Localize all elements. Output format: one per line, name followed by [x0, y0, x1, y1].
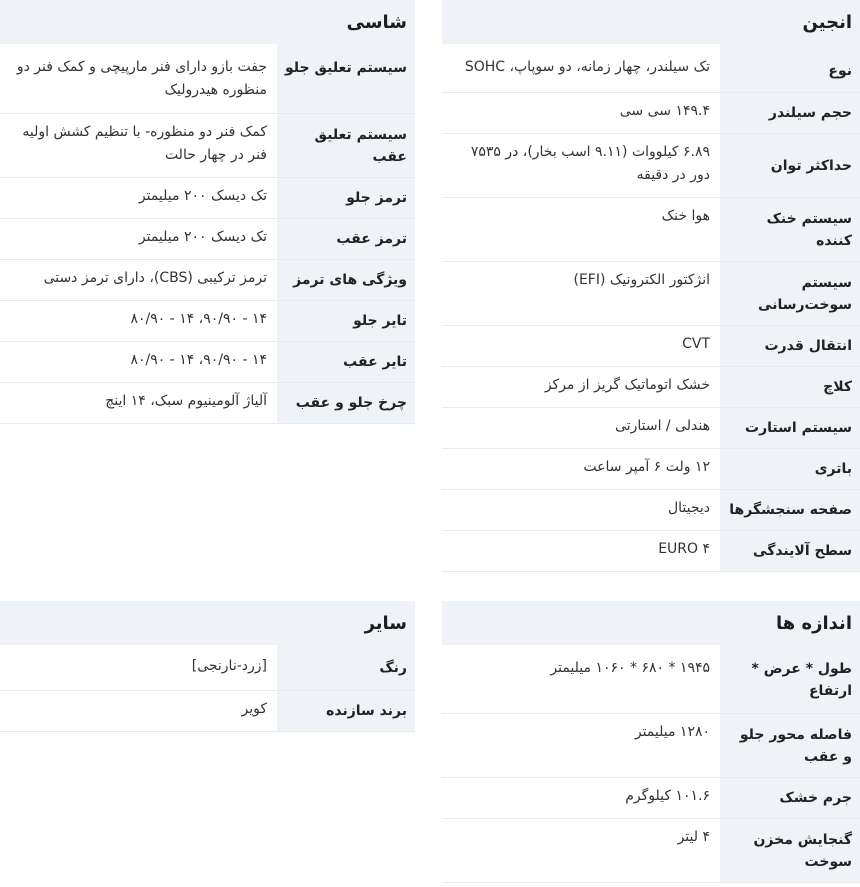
- spec-label: سیستم استارت: [720, 408, 860, 448]
- table-row: [442, 449, 860, 490]
- spec-label: صفحه سنجشگرها: [720, 490, 860, 530]
- other-title: سایر: [0, 601, 415, 645]
- table-row: [442, 819, 860, 883]
- table-row: [442, 408, 860, 449]
- table-row: [442, 93, 860, 134]
- table-row: [0, 260, 415, 301]
- spec-value: جفت بازو دارای فنر مارپیچی و کمک فنر دو منظوره هیدرولیک: [16, 59, 267, 98]
- spec-label: چرخ جلو و عقب: [277, 383, 415, 423]
- spec-value: [زرد-نارنجی]: [191, 658, 267, 674]
- spec-value: تک دیسک ۲۰۰ میلیمتر: [138, 229, 267, 245]
- spec-value: کمک فنر دو منظوره- با تنظیم کشش اولیه فنر در چهار حالت: [22, 124, 267, 163]
- spec-label: سیستم تعلیق عقب: [277, 114, 415, 177]
- table-row: [0, 301, 415, 342]
- spec-label: فاصله محور جلو و عقب: [720, 714, 860, 777]
- spec-label: طول * عرض * ارتفاع: [720, 645, 860, 713]
- spec-label: سیستم سوخت‌رسانی: [720, 262, 860, 325]
- spec-value: ۱۰۱.۶ کیلوگرم: [625, 788, 710, 804]
- other-section: [0, 601, 415, 732]
- spec-value: هوا خنک: [661, 208, 710, 224]
- spec-value: ۴ لیتر: [677, 829, 710, 845]
- spec-value: ۱۲ ولت ۶ آمپر ساعت: [583, 459, 710, 475]
- spec-value: هندلی / استارتی: [615, 418, 710, 434]
- spec-value: خشک اتوماتیک گریز از مرکز: [544, 377, 710, 393]
- table-row: [442, 44, 860, 93]
- spec-value: CVT: [682, 336, 710, 352]
- spec-value: کویر: [241, 701, 267, 717]
- engine-section: [442, 0, 860, 572]
- table-row: [0, 219, 415, 260]
- spec-value: ۱۹۴۵ * ۶۸۰ * ۱۰۶۰ میلیمتر: [550, 660, 710, 676]
- table-row: [0, 383, 415, 424]
- spec-value: ۱۴۹.۴ سی سی: [619, 103, 710, 119]
- dimensions-section: [442, 601, 860, 883]
- table-row: [0, 691, 415, 732]
- spec-label: حداکثر توان: [720, 134, 860, 197]
- table-row: [442, 326, 860, 367]
- spec-value: EURO ۴: [658, 541, 710, 557]
- spec-label: ترمز جلو: [277, 178, 415, 218]
- table-row: [0, 342, 415, 383]
- spec-label: سطح آلایندگی: [720, 531, 860, 571]
- table-row: [0, 44, 415, 114]
- table-row: [442, 714, 860, 778]
- spec-label: تایر عقب: [277, 342, 415, 382]
- spec-label: ویژگی های ترمز: [277, 260, 415, 300]
- spec-value: آلیاژ آلومینیوم سبک، ۱۴ اینچ: [105, 393, 267, 409]
- table-row: [442, 645, 860, 714]
- dimensions-title: اندازه ها: [442, 601, 860, 645]
- spec-value: ۱۴ - ۹۰/۹۰، ۱۴ - ۸۰/۹۰: [130, 352, 267, 368]
- spec-label: کلاچ: [720, 367, 860, 407]
- spec-label: گنجایش مخزن سوخت: [720, 819, 860, 882]
- spec-value: ۱۲۸۰ میلیمتر: [634, 724, 710, 740]
- spec-label: سیستم خنک کننده: [720, 198, 860, 261]
- spec-label: سیستم تعلیق جلو: [277, 44, 415, 113]
- table-row: [442, 198, 860, 262]
- table-row: [0, 645, 415, 691]
- spec-value: ۱۴ - ۹۰/۹۰، ۱۴ - ۸۰/۹۰: [130, 311, 267, 327]
- spec-value: ۶.۸۹ کیلووات (۹.۱۱ اسب بخار)، در ۷۵۳۵ دور در دقیقه: [470, 144, 710, 183]
- table-row: [442, 778, 860, 819]
- spec-value: تک دیسک ۲۰۰ میلیمتر: [138, 188, 267, 204]
- spec-value: تک سیلندر، چهار زمانه، دو سوپاپ، SOHC: [464, 59, 710, 75]
- spec-label: رنگ: [277, 645, 415, 690]
- spec-label: نوع: [720, 44, 860, 92]
- chassis-section: [0, 0, 415, 424]
- chassis-title: شاسی: [0, 0, 415, 44]
- table-row: [442, 490, 860, 531]
- spec-label: تایر جلو: [277, 301, 415, 341]
- table-row: [0, 178, 415, 219]
- table-row: [442, 262, 860, 326]
- table-row: [442, 134, 860, 198]
- spec-label: جرم خشک: [720, 778, 860, 818]
- spec-value: ترمز ترکیبی (CBS)، دارای ترمز دستی: [43, 270, 267, 286]
- spec-label: حجم سیلندر: [720, 93, 860, 133]
- spec-value: انژکتور الکترونیک (EFI): [573, 272, 710, 288]
- table-row: [0, 114, 415, 178]
- table-row: [442, 531, 860, 572]
- table-row: [442, 367, 860, 408]
- spec-value: دیجیتال: [667, 500, 710, 516]
- spec-label: ترمز عقب: [277, 219, 415, 259]
- spec-label: انتقال قدرت: [720, 326, 860, 366]
- spec-label: برند سازنده: [277, 691, 415, 731]
- spec-label: باتری: [720, 449, 860, 489]
- engine-title: انجین: [442, 0, 860, 44]
